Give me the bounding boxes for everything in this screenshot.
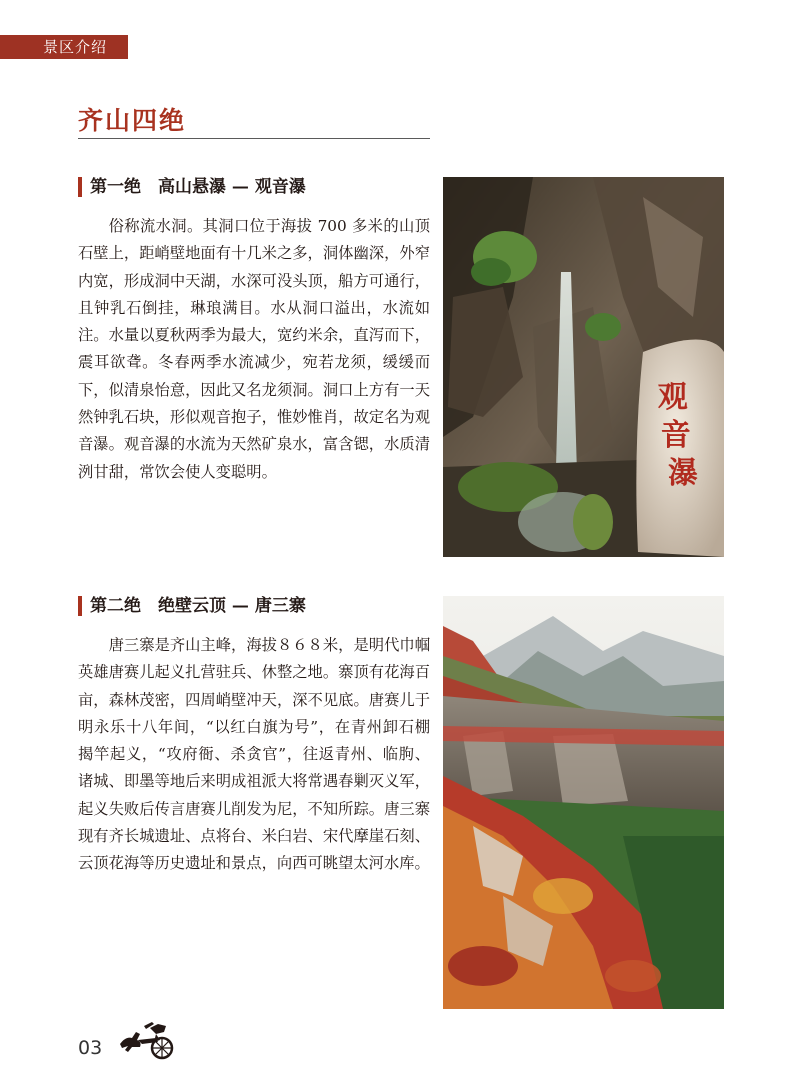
section-2-title: 第二绝 绝壁云顶 — 唐三寨: [90, 596, 306, 616]
section-2-marker: [78, 596, 82, 616]
mountain-photo: [443, 596, 724, 1009]
page-title: 齐山四绝: [78, 106, 187, 135]
waterfall-photo: [443, 177, 724, 557]
section-2-body: 唐三寨是齐山主峰，海拔８６８米，是明代巾帼英雄唐赛儿起义扎营驻兵、休整之地。寨顶有花海百亩，森林茂密，四周峭壁冲天，深不见底。唐赛儿于明永乐十八年间，“以红白旗为号”，在青州卸石棚揭竿起义，“攻府衙、杀贪官”，往返青州、临朐、诸城、即墨等地后来明成祖派大将常遇春剿灭义军，起义失败后传言唐赛儿削发为尼，不知所踪。唐三寨现有齐长城遗址、点将台、米臼岩、宋代摩崖石刻、云顶花海等历史遗址和景点，向西可眺望太河水库。: [78, 636, 430, 873]
section-tag: 景区介绍: [0, 35, 128, 59]
waterfall-carved-text: 观 音 瀑: [657, 380, 698, 491]
section-1-title: 第一绝 高山悬瀑 — 观音瀑: [90, 177, 306, 197]
page-number: 03: [78, 1037, 103, 1059]
chariot-logo: [118, 1020, 180, 1062]
section-1-body: 俗称流水洞。其洞口位于海拔 700 多米的山顶石壁上，距峭壁地面有十几米之多，洞体幽深，外窄内宽，形成洞中天湖，水深可没头顶，船方可通行，且钟乳石倒挂，琳琅满目。水从洞口溢出，水流如注。水量以夏秋两季为最大，宽约米余，直泻而下，震耳欲聋。冬春两季水流减少，宛若龙须，缓缓而下，似清泉怡意，因此又名龙须洞。洞口上方有一天然钟乳石块，形似观音抱子，惟妙惟肖，故定名为观音瀑。观音瀑的水流为天然矿泉水，富含锶，水质清洌甘甜，常饮会使人变聪明。: [78, 217, 430, 481]
section-1-marker: [78, 177, 82, 197]
title-divider: [78, 138, 430, 139]
